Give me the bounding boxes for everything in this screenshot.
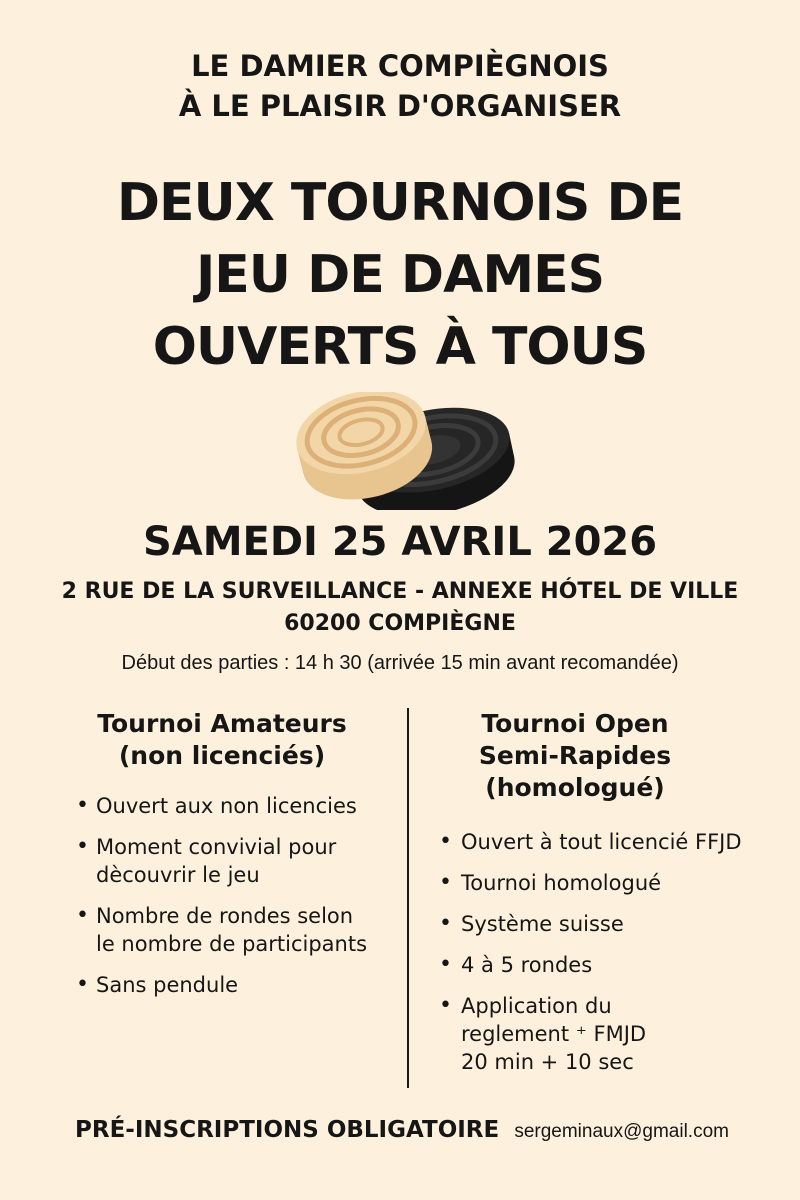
list-item: • Nombre de rondes selon le nombre de participants bbox=[76, 903, 368, 956]
address-line: 2 RUE DE LA SURVEILLANCE - ANNEXE HÓTEL DE VILLE bbox=[61, 579, 739, 604]
tournament-title-line: Tournoi Amateurs bbox=[97, 709, 347, 738]
list-item: • 4 à 5 rondes bbox=[439, 952, 593, 977]
bullet-icon: • bbox=[439, 911, 452, 936]
bullet-icon: • bbox=[439, 870, 452, 895]
tournament-title-line: Tournoi Open bbox=[481, 709, 669, 738]
tournament-title-line: (non licenciés) bbox=[118, 741, 326, 770]
event-address bbox=[0, 576, 800, 640]
list-item: • Ouvert aux non licencies bbox=[76, 793, 357, 818]
event-date: SAMEDI 25 AVRIL 2026 bbox=[142, 519, 658, 565]
tournament-amateur bbox=[62, 708, 400, 1012]
bullet-icon: • bbox=[76, 972, 89, 997]
tournament-title-line: Semi-Rapides bbox=[478, 741, 672, 770]
list-item: • Système suisse bbox=[439, 911, 624, 936]
contact-email-link[interactable]: sergeminaux@gmail.com bbox=[514, 1121, 729, 1142]
bullet-icon: • bbox=[439, 952, 452, 977]
organizer-line: LE DAMIER COMPIÈGNOIS bbox=[191, 49, 609, 83]
headline bbox=[0, 167, 800, 383]
headline-line: DEUX TOURNOIS DE bbox=[116, 173, 684, 233]
bullet-icon: • bbox=[439, 993, 452, 1018]
list-item: • Ouvert à tout licencié FFJD bbox=[439, 829, 742, 854]
tournament-details bbox=[425, 828, 780, 1076]
tournament-details bbox=[62, 792, 400, 999]
column-divider bbox=[407, 708, 409, 1088]
headline-line: OUVERTS À TOUS bbox=[152, 317, 648, 377]
list-item: • Sans pendule bbox=[76, 972, 239, 997]
organizer-line: À LE PLAISIR D'ORGANISER bbox=[178, 89, 622, 123]
start-time-info: Début des parties : 14 h 30 (arrivée 15 min avant recomandée) bbox=[121, 652, 679, 674]
bullet-icon: • bbox=[76, 834, 89, 859]
tournament-title-line: (homologué) bbox=[485, 773, 665, 802]
tournament-title bbox=[62, 708, 382, 772]
list-item: • Moment convivial pour dècouvrir le jeu bbox=[76, 834, 337, 887]
bullet-icon: • bbox=[76, 793, 89, 818]
bullet-icon: • bbox=[76, 903, 89, 928]
list-item: • Application du reglement ⁺ FMJD 20 min + 10 sec bbox=[439, 993, 647, 1074]
registration-notice: PRÉ-INSCRIPTIONS OBLIGATOIRE bbox=[75, 1117, 500, 1143]
list-item: • Tournoi homologué bbox=[439, 870, 662, 895]
organizer-heading bbox=[0, 46, 800, 126]
checkers-pieces-icon bbox=[288, 392, 528, 510]
tournament-open bbox=[425, 708, 780, 1089]
tournament-title bbox=[425, 708, 725, 804]
bullet-icon: • bbox=[439, 829, 452, 854]
headline-line: JEU DE DAMES bbox=[195, 245, 605, 305]
address-line: 60200 COMPIÈGNE bbox=[284, 611, 516, 636]
registration-footer bbox=[75, 1117, 795, 1143]
